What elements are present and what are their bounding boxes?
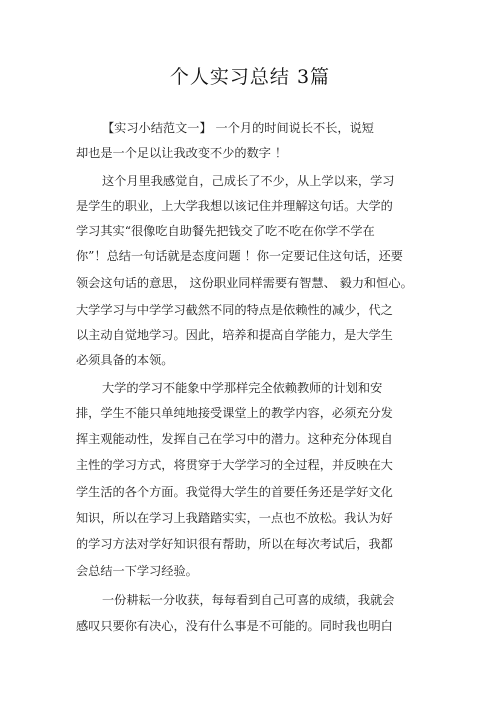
text-line: 知识，所以在学习上我踏踏实实，一点也不放松。我认为好 [76, 511, 393, 525]
text-line: 以主动自觉地学习。因此，培养和提高自学能力，是大学生 [76, 328, 393, 342]
text-line: 大学的学习不能象中学那样完全依赖教师的计划和安 [102, 381, 383, 395]
text-line: 这个月里我感觉自，己成长了不少，从上学以来，学习 [102, 174, 395, 188]
text-line: 一份耕耘一分收获，每每看到自己可喜的成绩，我就会 [102, 593, 395, 607]
text-line: 你”！总结一句话就是态度问题 ！你一定要记住这句话，还要 [76, 249, 403, 263]
text-line: 领会这句话的意思， 这份职业同样需要有智慧、 毅力和恒心。 [76, 276, 413, 290]
text-line: 却也是一个足以让我改变不少的数字 ！ [76, 146, 288, 160]
text-line: 必须具备的本领。 [76, 353, 174, 367]
text-line: 大学学习与中学学习截然不同的特点是依赖性的减少，代之 [76, 303, 393, 317]
text-line: 学生活的各个方面。我觉得大学生的首要任务还是学好文化 [76, 485, 393, 499]
text-line: 感叹只要你有决心，没有什么事是不可能的。同时我也明白 [76, 619, 393, 633]
text-line: 挥主观能动性，发挥自己在学习中的潜力。这种充分体现自 [76, 432, 393, 446]
text-line: 是学生的职业，上大学我想以该记住并理解这句话。大学的 [76, 199, 393, 213]
text-line: 学习其实“很像吃自助餐先把钱交了吃不吃在你学不学在 [76, 224, 375, 238]
document-title: 个人实习总结 3篇 [169, 66, 331, 88]
text-line: 的学习方法对学好知识很有帮助，所以在每次考试后，我都 [76, 537, 393, 551]
text-line: 排，学生不能只单纯地接受课堂上的教学内容，必须充分发 [76, 406, 393, 420]
text-line: 【实习小结范文一】 一个月的时间说长不长，说短 [102, 121, 374, 135]
text-line: 主性的学习方式，将贯穿于大学学习的全过程，并反映在大 [76, 458, 393, 472]
text-line: 会总结一下学习经验。 [76, 564, 198, 578]
